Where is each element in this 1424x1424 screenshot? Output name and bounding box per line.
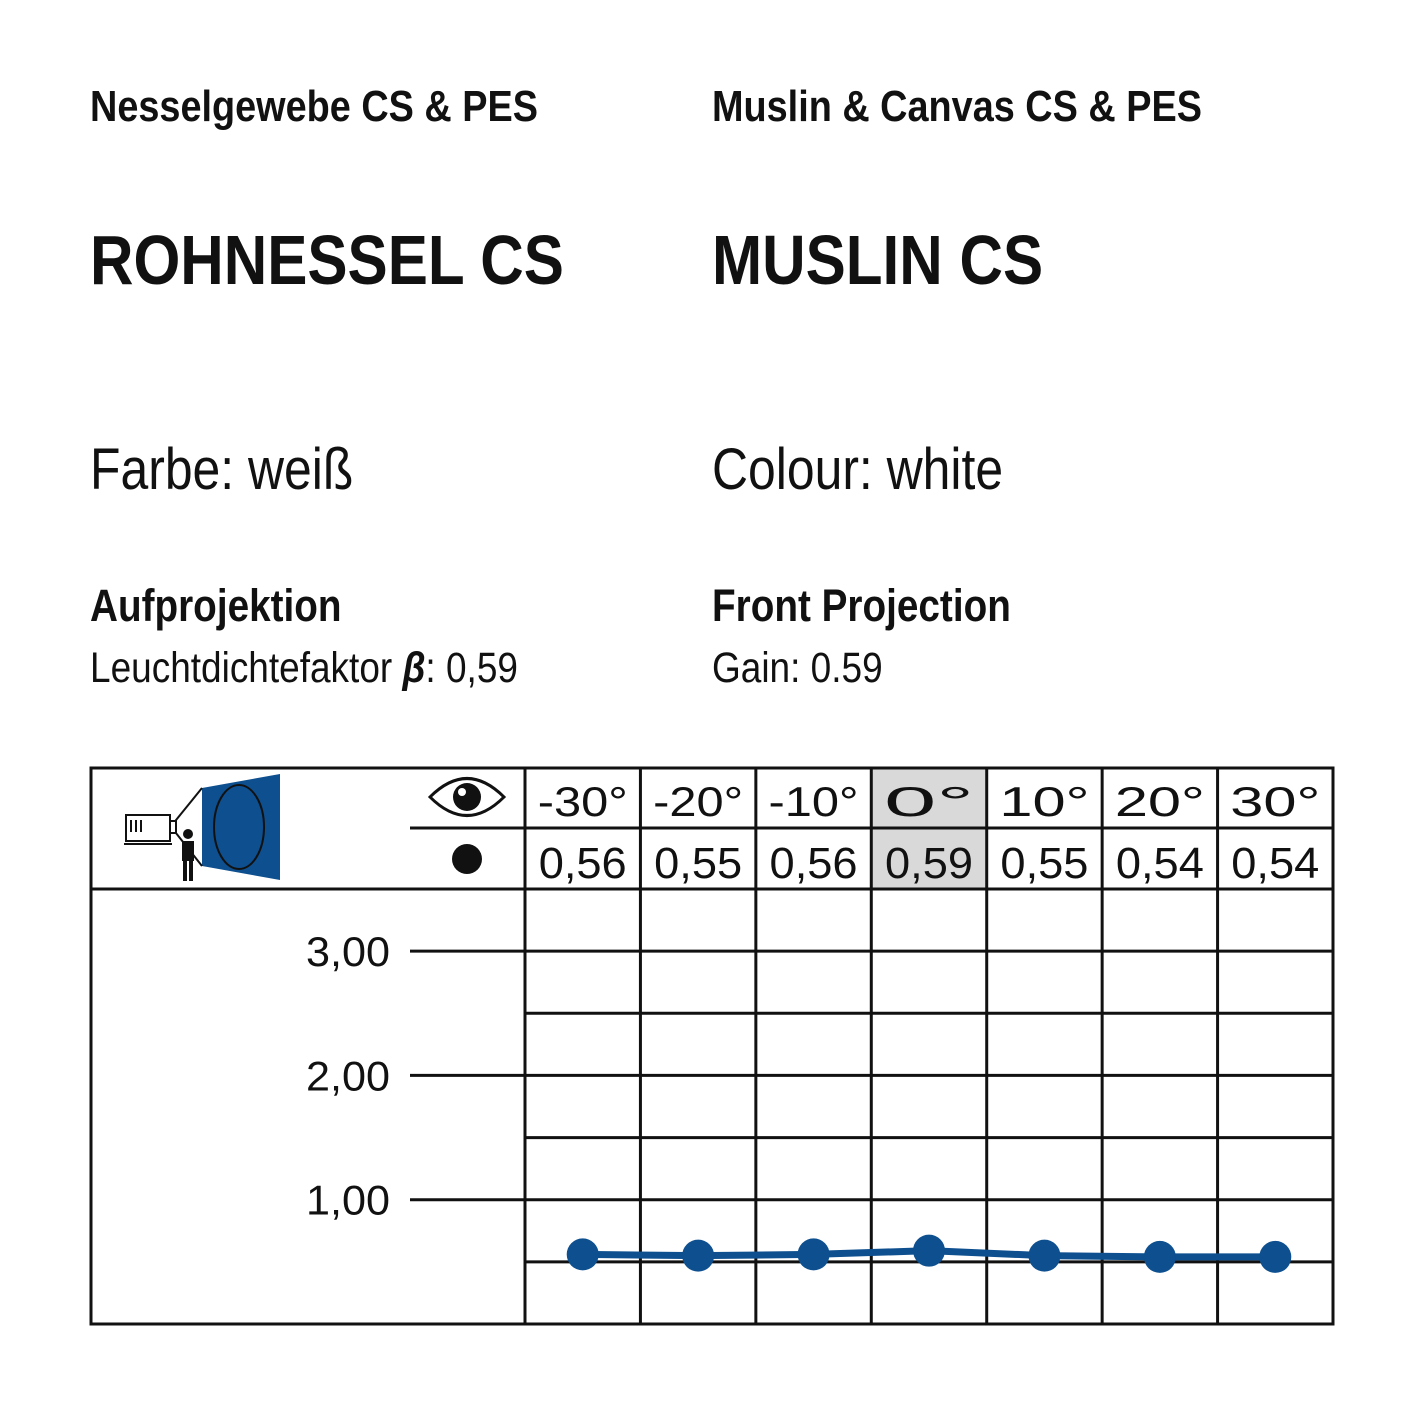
gain-value-label: 0,55 xyxy=(1000,839,1089,888)
eye-glint xyxy=(458,788,466,796)
eye-icon xyxy=(430,779,504,816)
filled-dot-icon xyxy=(452,844,482,874)
projection-type-de: Aufprojektion xyxy=(90,580,342,631)
projector-screen-icon xyxy=(124,774,280,881)
angle-label: -10° xyxy=(768,778,859,825)
viewer-leg xyxy=(183,861,187,881)
gain-point xyxy=(567,1238,599,1270)
angle-label: -20° xyxy=(653,778,744,825)
angle-label: 0° xyxy=(884,778,974,825)
gain-en: Gain: 0.59 xyxy=(712,644,883,692)
gain-value-label: 0,54 xyxy=(1231,839,1320,888)
viewer-head xyxy=(183,829,193,839)
projection-type-en: Front Projection xyxy=(712,580,1011,631)
angle-label: -30° xyxy=(537,778,628,825)
viewer-leg xyxy=(189,861,193,881)
gain-point xyxy=(798,1238,830,1270)
projector-body xyxy=(126,815,170,841)
gain-value-label: 0,55 xyxy=(654,839,743,888)
product-name-de: ROHNESSEL CS xyxy=(90,221,564,299)
gain-value-label: 0,56 xyxy=(769,839,858,888)
gain-value-label: 0,56 xyxy=(538,839,627,888)
gain-point xyxy=(1144,1241,1176,1273)
gain-value-label: 0,59 xyxy=(885,839,973,888)
angle-label: 10° xyxy=(999,778,1090,825)
gain-point xyxy=(682,1240,714,1272)
category-title-en: Muslin & Canvas CS & PES xyxy=(712,82,1202,131)
gain-value-de: : 0,59 xyxy=(425,644,518,692)
projector-lens xyxy=(170,821,176,833)
gain-point xyxy=(913,1235,945,1267)
gain-value-label: 0,54 xyxy=(1115,839,1204,888)
beam-top xyxy=(172,788,202,825)
chart-labels xyxy=(306,778,1320,1224)
colour-de: Farbe: weiß xyxy=(90,437,354,502)
angle-label: 20° xyxy=(1114,778,1205,825)
gain-label-de: Leuchtdichtefaktor xyxy=(90,644,403,692)
colour-en: Colour: white xyxy=(712,437,1004,502)
gain-series xyxy=(567,1235,1292,1273)
beta-symbol: β xyxy=(402,644,426,692)
viewer-body xyxy=(182,841,194,861)
y-tick-label: 3,00 xyxy=(306,928,390,976)
y-tick-label: 1,00 xyxy=(306,1176,390,1224)
gain-point xyxy=(1259,1241,1291,1273)
angle-label: 30° xyxy=(1230,778,1321,825)
eye-iris xyxy=(453,783,481,811)
product-name-en: MUSLIN CS xyxy=(712,221,1044,299)
category-title-de: Nesselgewebe CS & PES xyxy=(90,82,538,131)
y-tick-label: 2,00 xyxy=(306,1052,390,1100)
gain-point xyxy=(1028,1240,1060,1272)
